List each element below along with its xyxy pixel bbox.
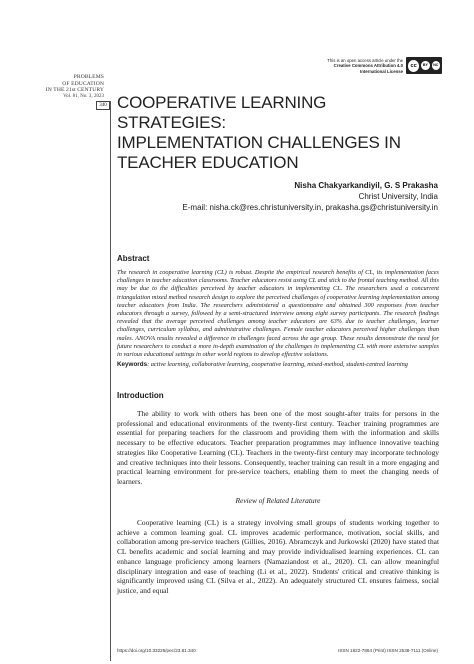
- margin-rule: [110, 101, 111, 661]
- author-block: [182, 180, 438, 213]
- license-line2: Creative Commons Attribution 4.0: [333, 63, 403, 69]
- introduction-paragraph: The ability to work with others has been one of the most sought-after traits for persons in the professional and educational environments of the twenty-first century. Teacher training programmes are essential for preparing teachers for the classroom and providing them with the information and skills necessary to be effective educators. Teacher preparation programmes may influence innovative teaching strategies like Cooperative Learning (CL). Teachers in the twenty-first century may incorporate technology and creative techniques into their lessons. Consequently, teacher training can result in a more engaging and practical learning environment for pre-service teachers, enabling them to meet the changing needs of learners.: [117, 409, 439, 486]
- nc-icon: NC: [432, 61, 440, 70]
- doi-link[interactable]: https://doi.org/10.33225/pec/23.81.340: [117, 648, 196, 653]
- author-names: Nisha Chakyarkandiyil, G. S Prakasha: [294, 181, 438, 190]
- keywords-label: Keywords: [117, 361, 148, 368]
- author-affiliation: Christ University, India: [358, 192, 438, 201]
- license-note: [283, 58, 403, 74]
- by-icon: BY: [421, 61, 429, 70]
- keywords: [117, 361, 439, 369]
- journal-name-line3: IN THE 21st CENTURY: [45, 87, 104, 94]
- review-subheading: Review of Related Literature: [235, 496, 321, 505]
- keywords-list: : active learning, collaborative learning, cooperative learning, mixed-method, student-centred learning: [147, 361, 408, 368]
- author-email[interactable]: E-mail: nisha.ck@res.christuniversity.in, prakasha.gs@christuniversity.in: [182, 203, 438, 212]
- abstract-heading: Abstract: [117, 254, 150, 263]
- page-number: 340: [96, 101, 110, 110]
- article-title: COOPERATIVE LEARNING STRATEGIES: IMPLEMENTATION CHALLENGES IN TEACHER EDUCATION: [117, 93, 401, 172]
- license-line1: This is an open access article under the: [327, 58, 403, 63]
- introduction-heading: Introduction: [117, 391, 164, 400]
- journal-name-block: [14, 74, 104, 100]
- issn-text: ISSN 1822-7864 (Print) ISSN 2538-7111 (Online): [338, 648, 438, 653]
- journal-name-line1: PROBLEMS: [73, 74, 104, 80]
- journal-name-line2: OF EDUCATION: [62, 80, 104, 87]
- license-line3: International License: [360, 68, 403, 74]
- journal-volume: Vol. 81, No. 3, 2023: [63, 93, 104, 99]
- cc-by-nc-badge-icon[interactable]: [406, 57, 442, 74]
- review-paragraph: Cooperative learning (CL) is a strategy involving small groups of students working together to achieve a common learning goal. CL improves academic performance, motivation, social skills, and collaboration among pre-service teachers (Gillies, 2016). Abramczyk and Jurkowski (2020) have stated that CL benefits academic and social learning and may provide individualised learning experiences. CL can enhance language proficiency among learners (Namaziandost et al., 2020). CL can allow meaningful disciplinary integration and ease of teaching (Li et al., 2022). Students' critical and creative thinking is significantly improved using CL (Silva et al., 2022). An adequately structured CL ensures fairness, social justice, and equal: [117, 518, 439, 595]
- abstract-text: The research in cooperative learning (CL) is robust. Despite the empirical research benefits of CL, its implementation faces challenges in teacher education classrooms. Teacher educators resist using CL and stick to the frontal teaching method. All this may be due to the difficulties perceived by teacher educators in implementing CL. The researchers used a concurrent triangulation mixed method research design to explore the perceived challenges of cooperative learning implementation among teacher educators from India. The researchers administered a questionnaire and obtained 300 responses from teacher educators through a survey, followed by a semi-structured interview among eight survey participants. The research findings revealed that the average perceived challenges among teacher educators are 63% due to teacher challenges, learner challenges, curriculum syllabus, and administrative challenges. Female teacher educators perceived higher challenges than males. ANOVA results revealed a difference in challenges faced across the age group. These results demonstrate the need for future researchers to conduct a more in-depth examination of the challenges in implementing CL with more extensive samples in various educational settings in other world regions to develop effective solutions.: [117, 269, 439, 359]
- cc-icon: cc: [408, 60, 419, 72]
